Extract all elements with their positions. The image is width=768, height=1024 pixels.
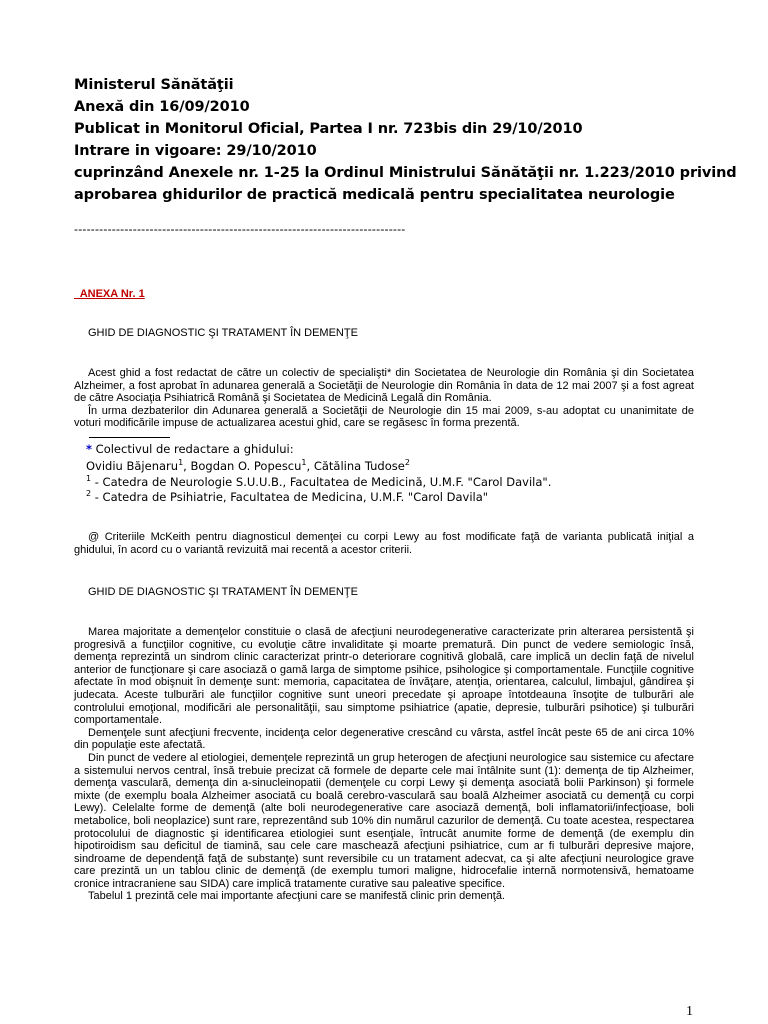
footnote-divider	[89, 437, 170, 438]
footnote-collective-label: Colectivul de redactare a ghidului:	[92, 442, 294, 456]
author-3: , Cătălina Tudose	[306, 459, 405, 473]
footnote-authors	[86, 459, 410, 474]
affiliation-2-mark: 2	[86, 489, 92, 499]
intro-text	[74, 367, 694, 430]
section-title-1: GHID DE DIAGNOSTIC ŞI TRATAMENT ÎN DEMENŢE	[88, 327, 358, 339]
footnote-star: *	[86, 442, 93, 456]
author-2: , Bogdan O. Popescu	[183, 459, 302, 473]
affiliation-1-mark: 1	[86, 474, 92, 484]
footnote-affiliation-1	[86, 475, 551, 490]
author-1-affiliation: 1	[178, 458, 184, 468]
header-ministry: Ministerul Sănătăţii	[74, 77, 234, 93]
mckeith-note	[74, 531, 694, 556]
header-publication: Publicat in Monitorul Oficial, Partea I nr. 723bis din 29/10/2010	[74, 121, 583, 137]
body-paragraph-4: Tabelul 1 prezintă cele mai importante afecţiuni care se manifestă clinic prin demenţă.	[88, 890, 505, 903]
body-paragraph-3: Din punct de vedere al etiologiei, demenţele reprezintă un grup heterogen de afecţiuni neurologice sau sistemice cu afectare a sistemului nervos central, însă trebuie precizat că formele de departe cele mai întâlnite sunt (1): demenţa de tip Alzheimer, demenţa vasculară, demenţa din a-sinucleinopatii (demenţele cu corpi Lewy şi demenţa asociată bolii Parkinson) şi formele mixte (de exemplu boala Alzheimer asociată cu boală cerebro-vasculară sau boală Alzheimer asociată cu demenţă cu corpi Lewy). Celelalte forme de demenţă (alte boli neurodegenerative care asociază demenţă, boli inflamatorii/infecţioase, boli metabolice, boli neoplazice) sunt rare, reprezentând sub 10% din numărul cazurilor de demenţă. Cu toate acestea, respectarea protocolului de diagnostic şi identificarea etiologiei sunt esenţiale, întrucât anumite forme de demenţă (de exemplu din hipotiroidism sau deficitul de tiamină, sau cele care maschează afecţiuni psihiatrice, cum ar fi tulburări depresive majore, sindroame de dependenţă faţă de substanţe) sunt reversibile cu un tratament adecvat, ca şi alte afecţiuni neurologice grave care prezintă un un tablou clinic de demenţă (de exemplu tumori maligne, hidrocefalie internă normotensivă, hematoame cronice intracraniene sau SIDA) care implică tratamente curative sau paleative specifice.	[74, 751, 694, 890]
footnote-affiliation-2	[86, 490, 488, 505]
body-text	[74, 626, 694, 903]
author-1: Ovidiu Băjenaru	[86, 459, 179, 473]
annex-label: ANEXA Nr. 1	[74, 288, 145, 300]
header-annex-date: Anexă din 16/09/2010	[74, 99, 250, 115]
header-order-line-1: cuprinzând Anexele nr. 1-25 la Ordinul Ministrului Sănătăţii nr. 1.223/2010 privind	[74, 165, 737, 181]
intro-paragraph-1: Acest ghid a fost redactat de către un colectiv de specialişti* din Societatea de Neurologie din România şi din Societatea Alzheimer, a fost aprobat în adunarea generală a Societăţii de Neurologie din România în data de 12 mai 2007 şi a fost agreat de către Asociaţia Psihiatrică Română şi Societatea de Medicină Legală din România.	[74, 367, 694, 405]
affiliation-2-text: - Catedra de Psihiatrie, Facultatea de Medicina, U.M.F. "Carol Davila"	[91, 490, 489, 504]
footnote-collective	[86, 442, 294, 457]
body-paragraph-2: Demenţele sunt afecţiuni frecvente, incidenţa celor degenerative crescând cu vârsta, astfel încât peste 65 de ani circa 10% din populaţie este afectată.	[74, 726, 694, 752]
intro-paragraph-2: În urma dezbaterilor din Adunarea generală a Societăţii de Neurologie din 15 mai 2009, s-au adoptat cu unanimitate de voturi modificările impuse de actualizarea acestui ghid, care se regăsesc în forma prezentă.	[74, 404, 694, 430]
mckeith-note-text: @ Criteriile McKeith pentru diagnosticul demenţei cu corpi Lewy au fost modificate faţă de varianta publicată iniţial a ghidului, în acord cu o variantă revizuită mai recentă a acestor criterii.	[74, 531, 694, 556]
affiliation-1-text: - Catedra de Neurologie S.U.U.B., Facultatea de Medicină, U.M.F. "Carol Davila".	[91, 475, 552, 489]
separator-line: -------------------------------------------------------------------------------	[74, 222, 406, 236]
author-3-affiliation: 2	[404, 458, 410, 468]
header-effective-date: Intrare in vigoare: 29/10/2010	[74, 143, 317, 159]
header-order-line-2: aprobarea ghidurilor de practică medicală pentru specialitatea neurologie	[74, 187, 675, 203]
author-2-affiliation: 1	[301, 458, 307, 468]
page-number: 1	[686, 1004, 693, 1019]
body-paragraph-1: Marea majoritate a demenţelor constituie o clasă de afecţiuni neurodegenerative caracterizate prin alterarea persistentă şi progresivă a funcţiilor cognitive, cu evoluţie către invaliditate şi moarte prematură. Din punct de vedere semiologic însă, demenţa reprezintă un sindrom clinic caracterizat printr-o deteriorare cognitivă globală, care implică un declin faţă de nivelul anterior de funcţionare şi care asociază o gamă larga de simptome psihice, psihologice şi comportamentale. Funcţiile cognitive afectate în mod obişnuit în demenţe sunt: memoria, capacitatea de învăţare, atenţia, orientarea, calculul, limbajul, gândirea şi judecata. Aceste tulburări ale funcţiilor cognitive sunt uneori precedate şi aproape întotdeauna însoţite de tulburări ale controlului emoţional, modificări ale personalităţii, sau simptome psihiatrice (apatie, depresie, tulburări psihotice) şi tulburări comportamentale.	[74, 626, 694, 727]
section-title-2: GHID DE DIAGNOSTIC ŞI TRATAMENT ÎN DEMENŢE	[88, 586, 358, 598]
